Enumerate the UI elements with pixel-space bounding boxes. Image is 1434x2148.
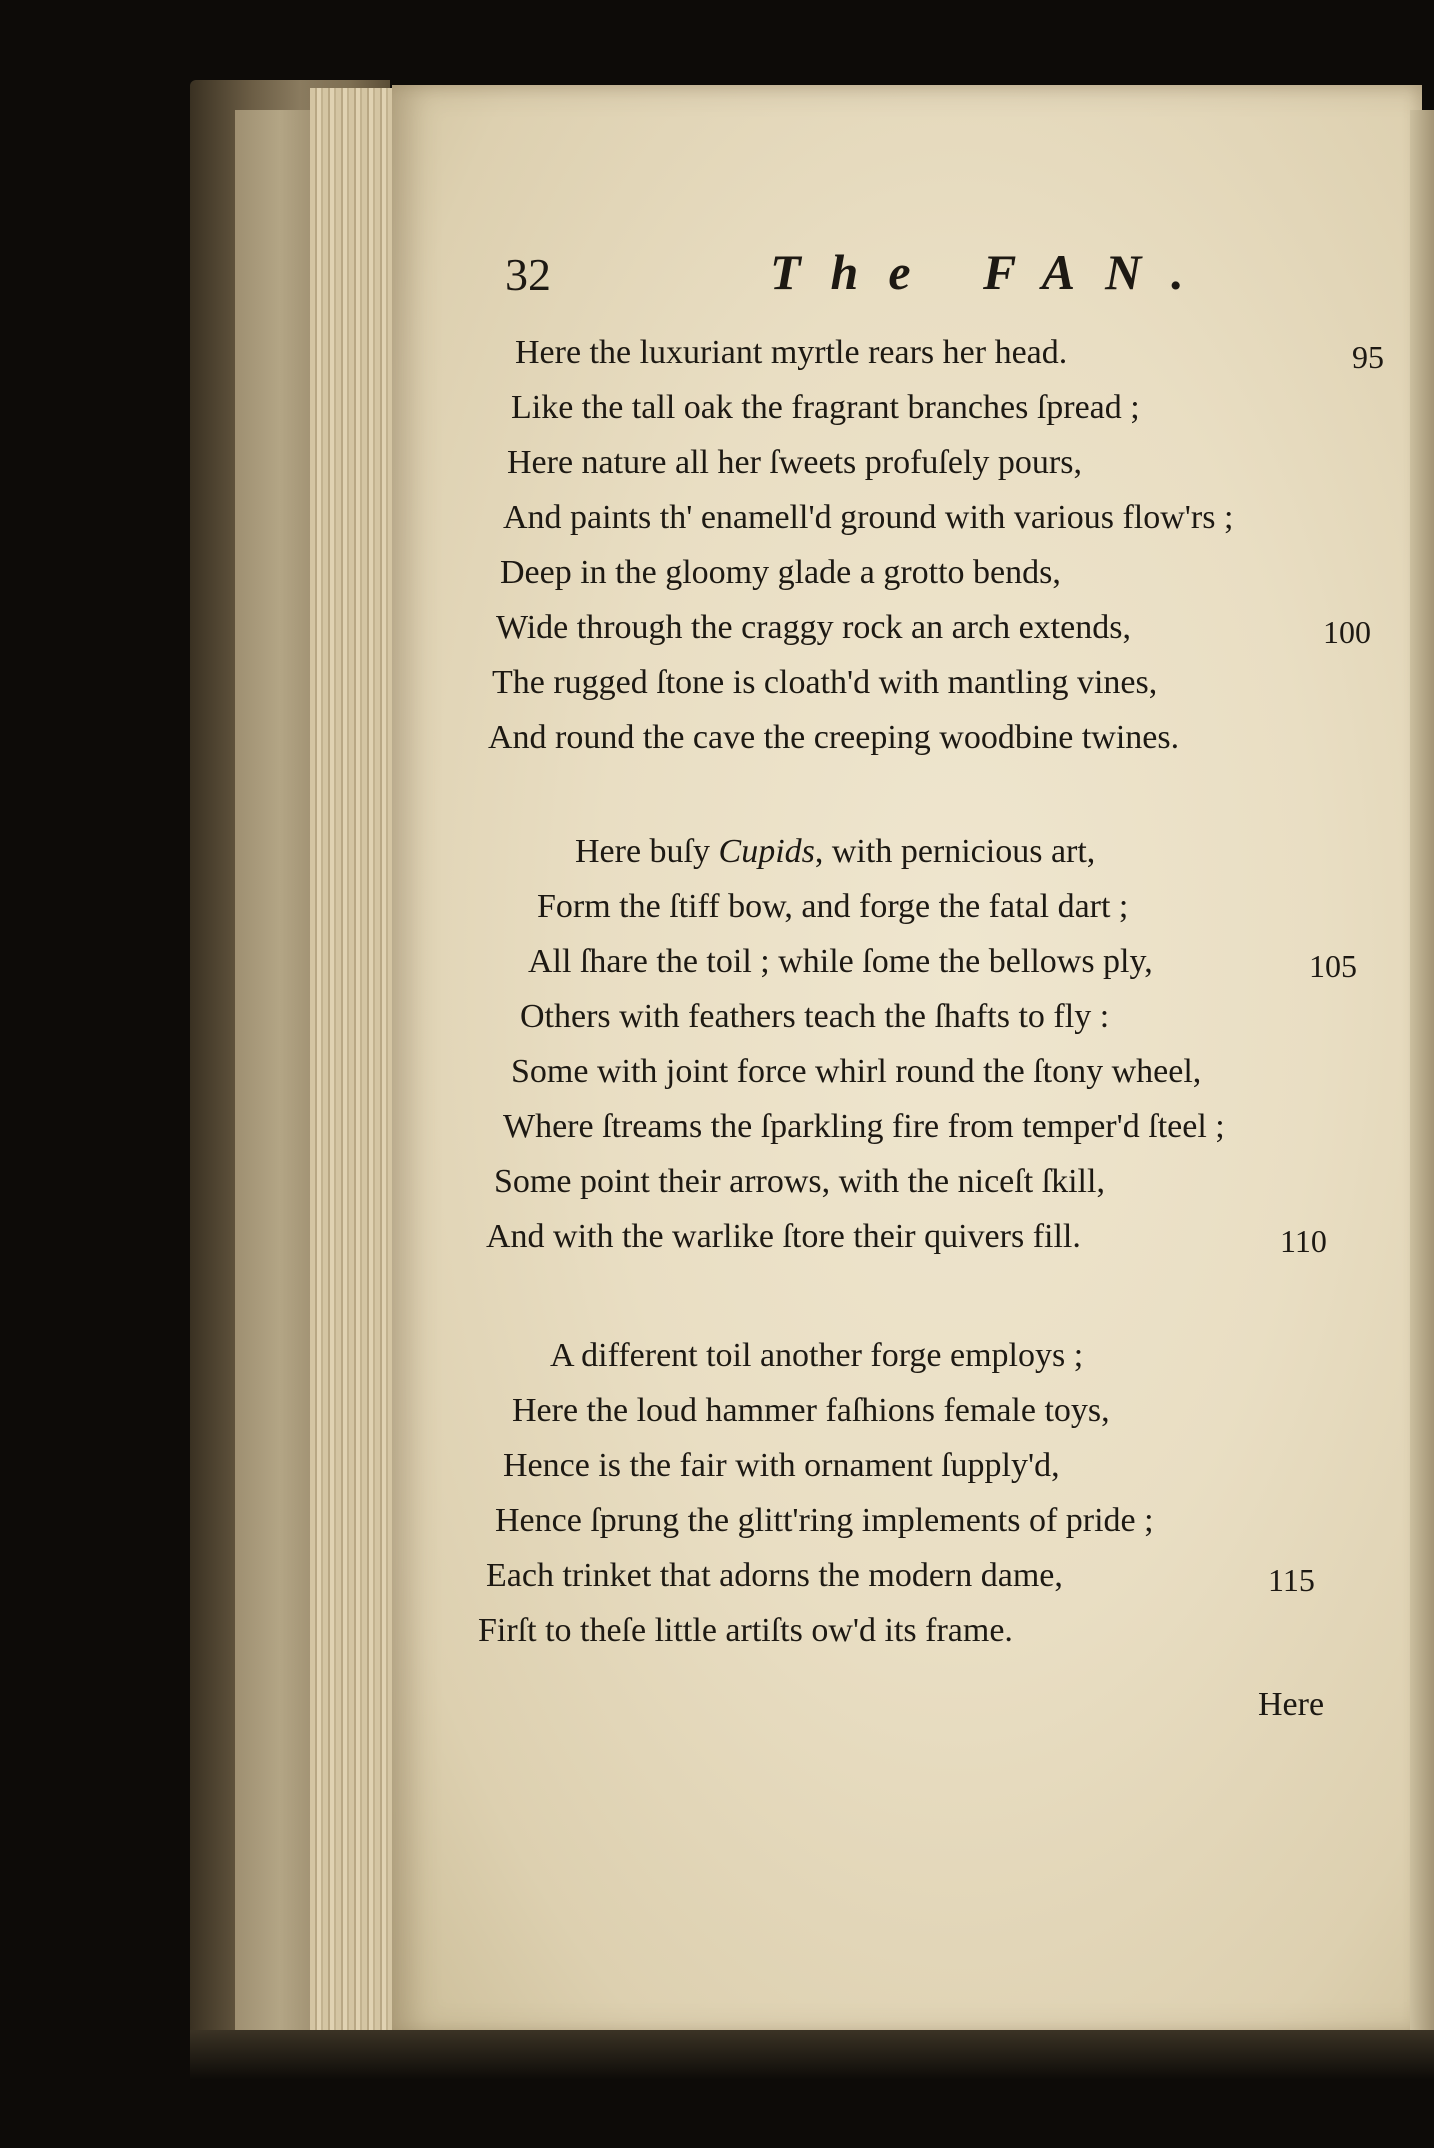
line-number: 115 bbox=[1268, 1562, 1315, 1598]
catchword: Here bbox=[1258, 1686, 1325, 1723]
poem-line: Here the luxuriant myrtle rears her head. bbox=[515, 334, 1068, 371]
poem-line: All ſhare the toil ; while ſome the bellows ply, bbox=[528, 943, 1153, 980]
poem-line: A different toil another forge employs ; bbox=[550, 1337, 1084, 1374]
page-number: 32 bbox=[505, 249, 551, 300]
poem-line: Where ſtreams the ſparkling fire from temper'd ſteel ; bbox=[503, 1108, 1225, 1145]
line-number: 110 bbox=[1280, 1223, 1327, 1259]
poem-line: Others with feathers teach the ſhafts to fly : bbox=[520, 998, 1110, 1035]
poem-line: And paints th' enamell'd ground with various flow'rs ; bbox=[503, 499, 1234, 536]
poem-line: Like the tall oak the fragrant branches ſpread ; bbox=[511, 389, 1140, 426]
line-number: 95 bbox=[1352, 339, 1384, 375]
poem-line: Here the loud hammer faſhions female toys, bbox=[512, 1392, 1110, 1429]
line-number: 105 bbox=[1309, 948, 1357, 984]
poem-line: Some with joint force whirl round the ſtony wheel, bbox=[511, 1053, 1202, 1090]
poem-line: Hence is the fair with ornament ſupply'd, bbox=[503, 1447, 1060, 1484]
poem-line: Wide through the craggy rock an arch extends, bbox=[496, 609, 1131, 646]
poem-line: Deep in the gloomy glade a grotto bends, bbox=[500, 554, 1061, 591]
poem-line: The rugged ſtone is cloath'd with mantling vines, bbox=[492, 664, 1158, 701]
running-title: The FAN. bbox=[770, 244, 1214, 300]
poem-line: Here nature all her ſweets profuſely pours, bbox=[507, 444, 1082, 481]
poem-line: Here buſy Cupids, with pernicious art, bbox=[575, 833, 1096, 870]
poem-line: And round the cave the creeping woodbine twines. bbox=[488, 719, 1180, 756]
poem-line: Each trinket that adorns the modern dame, bbox=[486, 1557, 1063, 1594]
line-number: 100 bbox=[1323, 614, 1371, 650]
italic-word: Cupids bbox=[718, 833, 815, 870]
poem-line: Some point their arrows, with the niceſt ſkill, bbox=[494, 1163, 1105, 1200]
poem-line: And with the warlike ſtore their quivers fill. bbox=[486, 1218, 1081, 1255]
poem-line: Form the ſtiff bow, and forge the fatal dart ; bbox=[537, 888, 1129, 925]
poem-line: Firſt to theſe little artiſts ow'd its frame. bbox=[478, 1612, 1013, 1649]
poem-line: Hence ſprung the glitt'ring implements of pride ; bbox=[495, 1502, 1154, 1539]
